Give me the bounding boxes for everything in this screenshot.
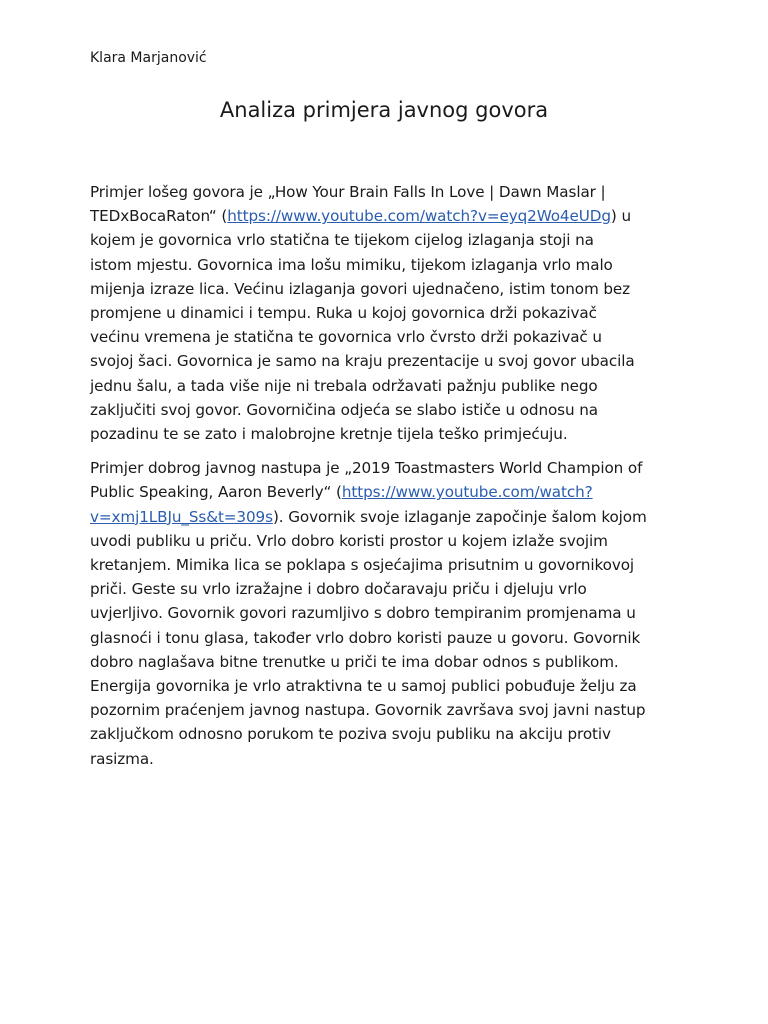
text-line: većinu vremena je statična te govornica vrlo čvrsto drži pokazivač u: [90, 328, 602, 347]
text-line: [90, 480, 690, 504]
youtube-link-bad-speech[interactable]: https://www.youtube.com/watch?v=eyq2Wo4eUDg: [227, 207, 611, 226]
text-fragment: TEDxBocaRaton“ (: [90, 207, 228, 226]
document-title: Analiza primjera javnog govora: [219, 98, 549, 122]
text-line: svojoj šaci. Govornica je samo na kraju prezentacije u svoj govor ubacila: [90, 352, 635, 371]
text-line: priči. Geste su vrlo izražajne i dobro dočaravaju priču i djeluju vrlo: [90, 580, 587, 599]
text-line: uvjerljivo. Govornik govori razumljivo s dobro tempiranim promjenama u: [90, 604, 636, 623]
youtube-link-good-speech-part1[interactable]: https://www.youtube.com/watch?: [341, 483, 593, 502]
text-line: zaključkom odnosno porukom te poziva svoju publiku na akciju protiv: [90, 725, 611, 744]
text-line: jednu šalu, a tada više nije ni trebala održavati pažnju publike nego: [90, 376, 598, 395]
text-line: pozornim praćenjem javnog nastupa. Govornik završava svoj javni nastup: [90, 701, 646, 720]
text-line: [90, 505, 690, 529]
paragraph-good-speech: [90, 456, 690, 771]
text-fragment: Public Speaking, Aaron Beverly“ (: [90, 483, 342, 502]
text-line: pozadinu te se zato i malobrojne kretnje tijela teško primjećuju.: [90, 425, 568, 444]
text-line: Primjer lošeg govora je „How Your Brain Falls In Love | Dawn Maslar |: [90, 183, 606, 201]
text-line: uvodi publiku u priču. Vrlo dobro koristi prostor u kojem izlaže svojim: [90, 531, 608, 550]
text-line: rasizma.: [90, 749, 154, 768]
text-fragment: ) u: [610, 207, 631, 226]
text-line: promjene u dinamici i tempu. Ruka u kojoj govornica drži pokazivač: [90, 304, 597, 323]
text-line: glasnoći i tonu glasa, također vrlo dobro koristi pauze u govoru. Govornik: [90, 628, 641, 647]
text-line: zaključiti svoj govor. Govorničina odjeća se slabo ističe u odnosu na: [90, 400, 598, 419]
document-body: [90, 180, 690, 781]
text-line: istom mjestu. Govornica ima lošu mimiku, tijekom izlaganja vrlo malo: [90, 255, 613, 274]
text-line: Energija govornika je vrlo atraktivna te u samoj publici pobuđuje želju za: [90, 677, 637, 696]
text-line: Primjer dobrog javnog nastupa je „2019 Toastmasters World Champion of: [90, 459, 643, 478]
text-line: mijenja izraze lica. Većinu izlaganja govori ujednačeno, istim tonom bez: [90, 279, 631, 298]
text-fragment: ). Govornik svoje izlaganje započinje šalom kojom: [272, 507, 647, 526]
text-line: dobro naglašava bitne trenutke u priči te ima dobar odnos s publikom.: [90, 652, 619, 671]
text-line: kojem je govornica vrlo statična te tijekom cijelog izlaganja stoji na: [90, 231, 594, 250]
text-line: [90, 204, 690, 228]
text-line: kretanjem. Mimika lica se poklapa s osjećajima prisutnim u govornikovoj: [90, 556, 635, 575]
paragraph-bad-speech: [90, 180, 690, 446]
youtube-link-good-speech-part2[interactable]: v=xmj1LBJu_Ss&t=309s: [90, 507, 273, 526]
author-name: Klara Marjanović: [90, 50, 207, 66]
